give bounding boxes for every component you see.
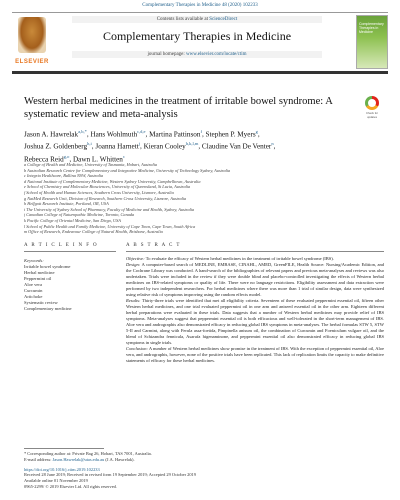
publisher-logo-text: ELSEVIER bbox=[15, 59, 49, 65]
author-line-2: Joshua Z. Goldenberg$^{h,i}$, Joanna Harnett$^j$, Kieran Cooley$^{h,k,l,m}$, Claudine Van De Venter$^n$, bbox=[24, 141, 276, 151]
elsevier-logo[interactable] bbox=[12, 15, 50, 67]
author-name[interactable]: , Dawn L. Whitten bbox=[69, 155, 123, 164]
author-affiliation-marker[interactable]: g bbox=[255, 129, 258, 134]
keyword-item: Systematic review bbox=[24, 300, 58, 305]
affiliation-item: j Canadian College of Naturopathic Medicine, Toronto, Canada bbox=[24, 212, 135, 218]
sciencedirect-link[interactable]: ScienceDirect bbox=[209, 17, 238, 22]
journal-homepage-line bbox=[72, 51, 322, 58]
abstract-results-label: Results: bbox=[126, 298, 141, 303]
cover-text: Complementary Therapies in Medicine bbox=[359, 22, 384, 35]
corresponding-author-note: * Corresponding author at: Private Bag 26, Hobart, TAS 7001, Australia. bbox=[24, 451, 152, 456]
abstract-body bbox=[126, 256, 384, 364]
affiliation-item: e School of Chemistry and Molecular Biosciences, University of Queensland, St Lucia, Australia bbox=[24, 184, 191, 190]
author-affiliation-marker[interactable]: n bbox=[271, 141, 274, 147]
doi-link[interactable]: https://doi.org/10.1016/j.ctim.2019.102233 bbox=[24, 466, 100, 472]
abstract-heading: A B S T R A C T bbox=[126, 243, 181, 248]
keyword-item: Aloe vera bbox=[24, 282, 42, 287]
abstract-conclusion-label: Conclusion: bbox=[126, 346, 148, 351]
author-affiliation-marker[interactable]: j bbox=[138, 141, 140, 147]
keyword-item: Curcumin bbox=[24, 288, 43, 293]
keyword-item: Irritable bowel syndrome bbox=[24, 264, 71, 269]
affiliation-item: k Pacific College of Oriental Medicine, San Diego, USA bbox=[24, 217, 121, 223]
abstract-design-label: Design: bbox=[126, 262, 141, 267]
article-title-line-2: systematic review and meta-analysis bbox=[24, 109, 178, 120]
article-title bbox=[24, 95, 354, 121]
author-affiliation-marker[interactable]: a,b,* bbox=[78, 129, 87, 134]
article-info-heading: A R T I C L E I N F O bbox=[24, 243, 99, 248]
elsevier-tree-icon bbox=[18, 17, 46, 53]
author-name[interactable]: Joshua Z. Goldenberg bbox=[24, 142, 88, 151]
keyword-item: Artichoke bbox=[24, 294, 43, 299]
email-suffix: (J.A. Hawrelak). bbox=[104, 456, 135, 462]
affiliation-item: h Helfgott Research Institute, Portland, OR, USA bbox=[24, 201, 109, 207]
crossmark-icon[interactable] bbox=[364, 96, 380, 119]
crossmark-label: Check for updates bbox=[366, 111, 378, 119]
abstract-results bbox=[126, 298, 384, 346]
author-affiliation-marker[interactable]: h,i bbox=[87, 141, 92, 147]
author-affiliation-marker[interactable]: h,k,l,m bbox=[185, 141, 199, 147]
abstract-objective-text: To evaluate the efficacy of Western herbal medicines in the treatment of irritable bowel syndrome (IBS). bbox=[144, 256, 334, 261]
footnote-rule bbox=[24, 448, 104, 449]
article-info-rule bbox=[24, 251, 116, 252]
crossmark-center bbox=[368, 99, 376, 107]
abstract-conclusion-text: A number of Western herbal medicines show promise in the treatment of IBS. With the exception of peppermint essential oil, Aloe vera, and andrographis, however, none of the positive trials have been replicated. This lack of replication limits the capacity to make definitive statements of efficacy for these herbal medicines. bbox=[126, 346, 384, 363]
author-affiliation-marker[interactable]: c bbox=[122, 153, 125, 159]
affiliation-item: i The University of Sydney School of Pharmacy, Faculty of Medicine and Health, Sydney, Australia bbox=[24, 206, 195, 212]
email-link[interactable]: Jason.Hawrelak@utas.edu.au bbox=[52, 456, 105, 462]
affiliation-item: a College of Health and Medicine, University of Tasmania, Hobart, Australia bbox=[24, 162, 158, 167]
author-name[interactable]: , Joanna Harnett bbox=[91, 142, 139, 151]
affiliation-item: c Integria Healthcare, Ballina NSW, Australia bbox=[24, 173, 104, 179]
author-name[interactable]: , Claudine Van De Venter bbox=[198, 142, 272, 151]
issn-copyright: 0965-2299/ © 2019 Elsevier Ltd. All rights reserved. bbox=[24, 483, 117, 489]
article-title-line-1: Western herbal medicines in the treatment of irritable bowel syndrome: A bbox=[24, 96, 333, 107]
affiliation-item: b Australian Research Centre for Complementary and Integrative Medicine, University of Technology Sydney, Australia bbox=[24, 167, 231, 173]
author-name[interactable]: , Stephen P. Myers bbox=[201, 130, 256, 139]
received-dates: Received 28 June 2019; Received in revised form 19 September 2019; Accepted 29 October 2019 bbox=[24, 472, 196, 478]
author-affiliation-marker[interactable]: f bbox=[200, 129, 202, 134]
abstract-design bbox=[126, 262, 384, 298]
journal-homepage-link[interactable]: www.elsevier.com/locate/ctim bbox=[186, 52, 247, 57]
journal-title: Complementary Therapies in Medicine bbox=[102, 29, 292, 43]
homepage-prefix: journal homepage: bbox=[147, 52, 187, 57]
affiliation-item: l School of Public Health and Family Medicine, University of Cape Town, Cape Town, South Africa bbox=[24, 223, 196, 229]
footnotes bbox=[24, 448, 324, 490]
author-list bbox=[24, 127, 384, 164]
available-online: Available online 01 November 2019 bbox=[24, 478, 88, 484]
journal-cover-image[interactable] bbox=[356, 15, 388, 69]
abstract-objective-label: Objective: bbox=[126, 256, 145, 261]
keyword-item: Peppermint oil bbox=[24, 276, 52, 281]
keyword-item: Herbal medicine bbox=[24, 270, 55, 275]
contents-line bbox=[72, 16, 322, 23]
author-line-1: Jason A. Hawrelak$^{a,b,*}$, Hans Wohlmuth$^{c,d,e}$, Martina Pattinson$^f$, Stephen P. Myers$^g$, bbox=[24, 129, 260, 139]
author-name[interactable]: , Martina Pattinson bbox=[145, 130, 201, 139]
running-head: Complementary Therapies in Medicine 48 (2020) 102233 bbox=[142, 3, 258, 8]
affiliation-item: d National Institute of Complementary Medicine, Western Sydney University, Campbelltown, Australia bbox=[24, 178, 201, 184]
abstract-conclusion bbox=[126, 346, 384, 364]
author-name[interactable]: Rebecca Reid bbox=[24, 155, 64, 164]
affiliation-item: m Office of Research, Endeavour College of Natural Health, Brisbane, Australia bbox=[24, 229, 163, 235]
author-affiliation-marker[interactable]: g,o bbox=[63, 153, 70, 159]
keyword-item: Complementary medicine bbox=[24, 306, 72, 311]
abstract-rule bbox=[126, 251, 384, 252]
affiliation-item: g NatMed Research Unit, Division of Research, Southern Cross University, Lismore, Australia bbox=[24, 195, 187, 201]
author-name[interactable]: , Hans Wohlmuth bbox=[86, 130, 138, 139]
email-prefix: E-mail address: bbox=[24, 456, 53, 462]
author-name[interactable]: Jason A. Hawrelak bbox=[24, 130, 79, 139]
author-affiliation-marker[interactable]: c,d,e bbox=[137, 129, 146, 134]
affiliation-item: f School of Health and Human Sciences, Southern Cross University, Lismore, Australia bbox=[24, 189, 174, 195]
author-name[interactable]: , Kieran Cooley bbox=[139, 142, 186, 151]
contents-prefix: Contents lists available at bbox=[156, 17, 210, 22]
abstract-design-text: A computer-based search of MEDLINE, EMBASE, CINAHL, AMED, GreenFILE, Health Source: Nursing/Academic Edition, and the Cochrane Library was conducted. A hand-search of the bibliographies of relevant papers and previous meta-analyses and reviews was also undertaken. Trials were included in the review if they were double blind and placebo-controlled investigating the effects of Western herbal medicines on IBS-related symptoms or quality of life. There were no language restrictions. Eligibility assessment and data extraction were performed by two independent researchers. For herbal medicines where there was more than 1 trial of similar design, data were synthesized using relative risk of symptoms improving using the random effects model. bbox=[126, 262, 384, 297]
affiliation-list bbox=[24, 162, 384, 235]
keyword-list bbox=[24, 264, 114, 312]
journal-masthead bbox=[12, 12, 388, 74]
abstract-results-text: Thirty-three trials were identified that met all eligibility criteria. Seventeen of these evaluated peppermint essential oil, fifteen other Western herbal medicines, and one trial evaluated peppermint oil in one arm and aniseed essential oil in the other arm. Eighteen different herbal preparations were evaluated in these trials. Data suggests that a number of Western herbal medicines may provide relief of IBS symptoms. Meta-analyses suggest that peppermint essential oil is both efficacious and well-tolerated in the short-term management of IBS. Aloe vera and andrographis also demonstrated efficacy in reducing global IBS symptoms in meta-analyses. The herbal formulas STW 5, STW 5-II and Carmint, along with Ferula assa-foetida, Pimpinella anisum oil, the combination of Curcumin and Foeniculum vulgare oil, and the blend of Schizandra fennicula, Asarufa higenaminone, and peppermint essential oil also demonstrated efficacy in reducing global IBS symptoms in single trials. bbox=[126, 298, 384, 345]
keywords-label: Keywords: bbox=[24, 258, 44, 263]
